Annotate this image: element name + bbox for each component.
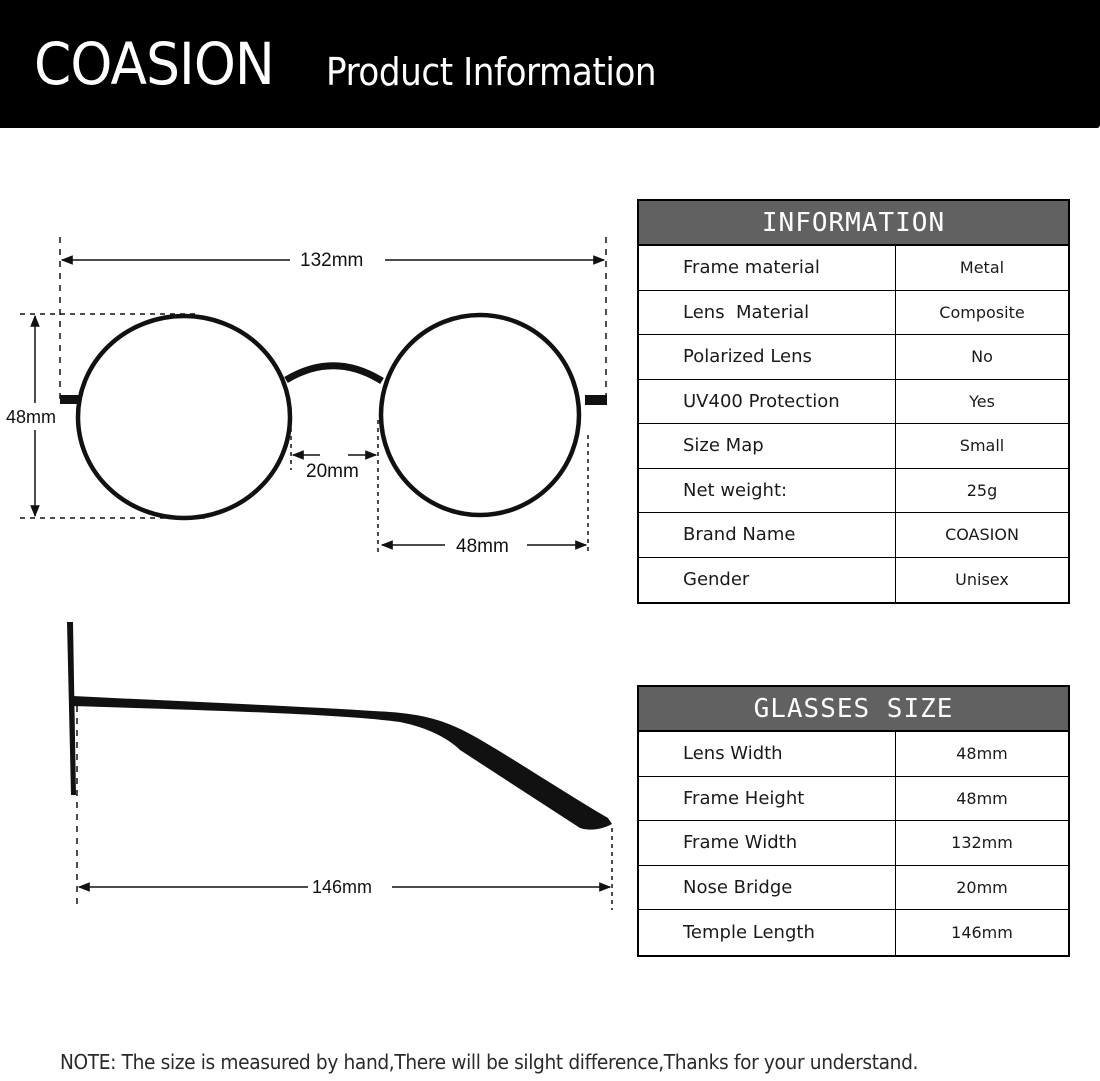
table-row bbox=[639, 732, 1068, 777]
row-label: Polarized Lens bbox=[639, 335, 896, 379]
brand-title: COASION bbox=[34, 30, 274, 98]
table-row bbox=[639, 424, 1068, 469]
glasses-size-table-header: GLASSES SIZE bbox=[639, 687, 1068, 732]
table-row bbox=[639, 513, 1068, 558]
table-row bbox=[639, 469, 1068, 514]
row-value: 146mm bbox=[951, 922, 1013, 942]
measurement-note: NOTE: The size is measured by hand,There will be silght difference,Thanks for your understand. bbox=[60, 1050, 919, 1074]
row-value: Small bbox=[959, 436, 1005, 456]
temple-length-dimension: 146mm bbox=[312, 877, 373, 897]
row-value: 48mm bbox=[956, 788, 1008, 808]
row-value: 48mm bbox=[956, 744, 1008, 764]
row-label: Lens Width bbox=[639, 732, 896, 776]
table-row bbox=[639, 777, 1068, 822]
table-row bbox=[639, 246, 1068, 291]
information-table-header: INFORMATION bbox=[639, 201, 1068, 246]
row-value: Unisex bbox=[955, 570, 1009, 590]
header-banner bbox=[0, 0, 1100, 128]
row-label: Nose Bridge bbox=[639, 866, 896, 910]
front-view-diagram bbox=[0, 225, 620, 565]
table-row bbox=[639, 910, 1068, 955]
table-row bbox=[639, 821, 1068, 866]
lens-width-dimension: 48mm bbox=[456, 536, 509, 557]
row-value: 132mm bbox=[951, 833, 1013, 853]
frame-width-dimension: 132mm bbox=[300, 250, 364, 271]
bridge-dimension: 20mm bbox=[306, 461, 359, 482]
row-value: 20mm bbox=[956, 877, 1008, 897]
row-label: Lens Material bbox=[639, 291, 896, 335]
table-row bbox=[639, 866, 1068, 911]
row-value: Yes bbox=[969, 391, 995, 411]
row-label: Frame material bbox=[639, 246, 896, 290]
frame-height-dimension: 48mm bbox=[6, 407, 57, 427]
row-label: Frame Height bbox=[639, 777, 896, 821]
table-row bbox=[639, 558, 1068, 603]
row-value: No bbox=[971, 347, 993, 367]
table-row bbox=[639, 291, 1068, 336]
row-value: Metal bbox=[959, 258, 1005, 278]
row-label: Temple Length bbox=[639, 910, 896, 955]
side-view-diagram bbox=[40, 610, 630, 920]
row-label: UV400 Protection bbox=[639, 380, 896, 424]
row-label: Brand Name bbox=[639, 513, 896, 557]
glasses-size-table bbox=[637, 685, 1070, 957]
page-title: Product Information bbox=[326, 50, 657, 94]
row-label: Net weight: bbox=[639, 469, 896, 513]
row-value: COASION bbox=[945, 525, 1019, 545]
row-value: Composite bbox=[939, 302, 1025, 322]
information-table bbox=[637, 199, 1070, 604]
row-label: Gender bbox=[639, 558, 896, 603]
row-label: Size Map bbox=[639, 424, 896, 468]
row-value: 25g bbox=[966, 480, 998, 500]
table-row bbox=[639, 380, 1068, 425]
row-label: Frame Width bbox=[639, 821, 896, 865]
table-row bbox=[639, 335, 1068, 380]
